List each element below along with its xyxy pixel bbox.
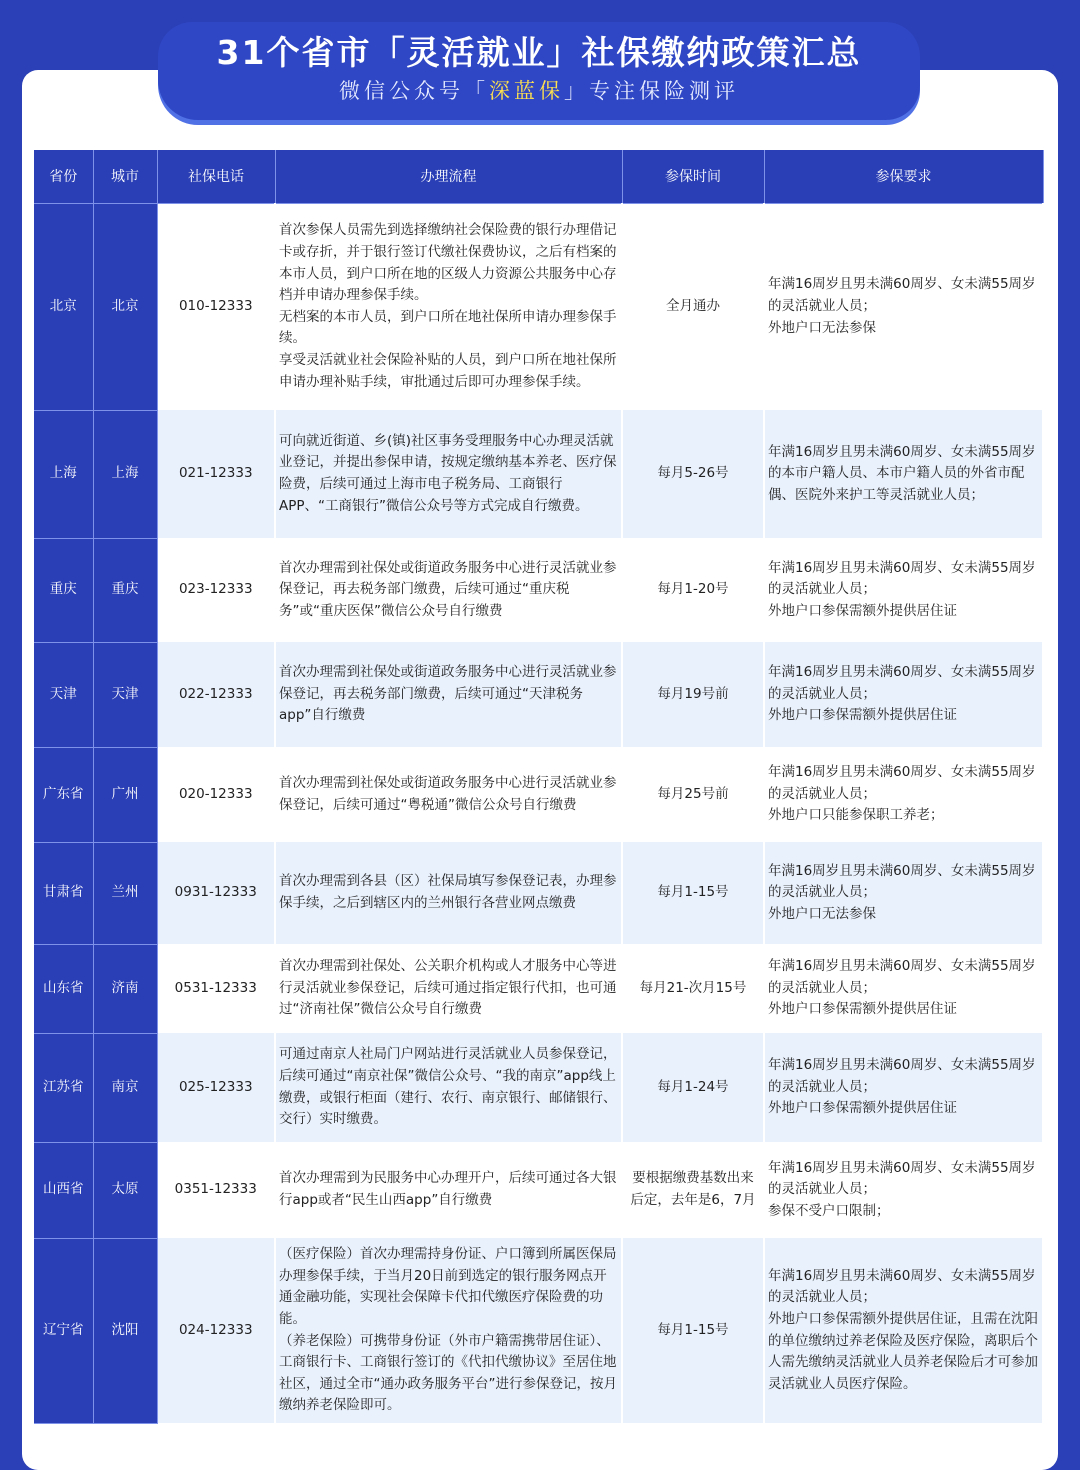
time-cell: 要根据缴费基数出来后定，去年是6，7月 [622,1142,764,1238]
city-cell: 兰州 [93,842,157,944]
subtitle-brand: 深蓝保 [489,79,564,103]
policy-table [34,150,1044,1424]
province-cell: 上海 [34,410,93,538]
requirements-cell: 年满16周岁且男未满60周岁、女未满55周岁的灵活就业人员； 外地户口无法参保 [764,203,1043,410]
process-cell: 可通过南京人社局门户网站进行灵活就业人员参保登记，后续可通过“南京社保”微信公众号、“我的南京”app线上缴费，或银行柜面（建行、农行、南京银行、邮储银行、交行）实时缴费。 [275,1033,622,1142]
page-title: 31个省市「灵活就业」社保缴纳政策汇总 [216,33,862,72]
time-cell: 每月1-15号 [622,842,764,944]
process-cell: 首次办理需到为民服务中心办理开户，后续可通过各大银行app或者“民生山西app”自行缴费 [275,1142,622,1238]
time-cell: 每月1-24号 [622,1033,764,1142]
city-cell: 广州 [93,747,157,842]
process-cell: 首次办理需到社保处或街道政务服务中心进行灵活就业参保登记，后续可通过“粤税通”微信公众号自行缴费 [275,747,622,842]
time-cell: 每月25号前 [622,747,764,842]
requirements-cell: 年满16周岁且男未满60周岁、女未满55周岁的灵活就业人员； 外地户口参保需额外提供居住证，且需在沈阳的单位缴纳过养老保险及医疗保险，离职后个人需先缴纳灵活就业人员养老保险后才可参加灵活就业人员医疗保险。 [764,1238,1043,1423]
province-cell: 山东省 [34,944,93,1033]
requirements-cell: 年满16周岁且男未满60周岁、女未满55周岁的灵活就业人员； 外地户口参保需额外提供居住证 [764,642,1043,747]
province-cell: 辽宁省 [34,1238,93,1423]
province-cell: 广东省 [34,747,93,842]
city-cell: 上海 [93,410,157,538]
phone-cell: 010-12333 [157,203,275,410]
subtitle-prefix: 微信公众号「 [339,79,489,103]
page-subtitle [158,76,920,106]
province-cell: 天津 [34,642,93,747]
title-banner [158,22,920,120]
phone-cell: 021-12333 [157,410,275,538]
table-row [34,1238,1043,1423]
phone-cell: 023-12333 [157,538,275,642]
requirements-cell: 年满16周岁且男未满60周岁、女未满55周岁的灵活就业人员； 参保不受户口限制； [764,1142,1043,1238]
city-cell: 沈阳 [93,1238,157,1423]
time-cell: 每月19号前 [622,642,764,747]
requirements-cell: 年满16周岁且男未满60周岁、女未满55周岁的灵活就业人员； 外地户口无法参保 [764,842,1043,944]
header-city: 城市 [93,150,157,203]
province-cell: 重庆 [34,538,93,642]
city-cell: 重庆 [93,538,157,642]
city-cell: 济南 [93,944,157,1033]
phone-cell: 0531-12333 [157,944,275,1033]
subtitle-suffix: 」专注保险测评 [564,79,739,103]
process-cell: 首次办理需到社保处或街道政务服务中心进行灵活就业参保登记，再去税务部门缴费，后续可通过“重庆税务”或“重庆医保”微信公众号自行缴费 [275,538,622,642]
header-process: 办理流程 [275,150,622,203]
table-row [34,1033,1043,1142]
time-cell: 全月通办 [622,203,764,410]
process-cell: 首次办理需到各县（区）社保局填写参保登记表，办理参保手续，之后到辖区内的兰州银行各营业网点缴费 [275,842,622,944]
table-row [34,642,1043,747]
province-cell: 江苏省 [34,1033,93,1142]
table-header-row [34,150,1043,203]
city-cell: 天津 [93,642,157,747]
province-cell: 北京 [34,203,93,410]
process-cell: 首次参保人员需先到选择缴纳社会保险费的银行办理借记卡或存折，并于银行签订代缴社保费协议，之后有档案的本市人员，到户口所在地的区级人力资源公共服务中心存档并申请办理参保手续。 无档案的本市人员，到户口所在地社保所申请办理参保手续。 享受灵活就业社会保险补贴的人员，到户口所在地社保所申请办理补贴手续，审批通过后即可办理参保手续。 [275,203,622,410]
header-province: 省份 [34,150,93,203]
city-cell: 太原 [93,1142,157,1238]
table-row [34,410,1043,538]
city-cell: 北京 [93,203,157,410]
phone-cell: 020-12333 [157,747,275,842]
time-cell: 每月5-26号 [622,410,764,538]
phone-cell: 0351-12333 [157,1142,275,1238]
phone-cell: 0931-12333 [157,842,275,944]
process-cell: 可向就近街道、乡(镇)社区事务受理服务中心办理灵活就业登记，并提出参保申请，按规定缴纳基本养老、医疗保险费，后续可通过上海市电子税务局、工商银行APP、“工商银行”微信公众号等方式完成自行缴费。 [275,410,622,538]
requirements-cell: 年满16周岁且男未满60周岁、女未满55周岁的灵活就业人员； 外地户口参保需额外提供居住证 [764,1033,1043,1142]
header-phone: 社保电话 [157,150,275,203]
requirements-cell: 年满16周岁且男未满60周岁、女未满55周岁的灵活就业人员； 外地户口参保需额外提供居住证 [764,538,1043,642]
table-row [34,944,1043,1033]
process-cell: 首次办理需到社保处或街道政务服务中心进行灵活就业参保登记，再去税务部门缴费，后续可通过“天津税务app”自行缴费 [275,642,622,747]
time-cell: 每月1-20号 [622,538,764,642]
table-row [34,538,1043,642]
table-row [34,1142,1043,1238]
requirements-cell: 年满16周岁且男未满60周岁、女未满55周岁的本市户籍人员、本市户籍人员的外省市配偶、医院外来护工等灵活就业人员； [764,410,1043,538]
phone-cell: 025-12333 [157,1033,275,1142]
table-row [34,842,1043,944]
requirements-cell: 年满16周岁且男未满60周岁、女未满55周岁的灵活就业人员； 外地户口只能参保职工养老； [764,747,1043,842]
table-row [34,203,1043,410]
requirements-cell: 年满16周岁且男未满60周岁、女未满55周岁的灵活就业人员； 外地户口参保需额外提供居住证 [764,944,1043,1033]
process-cell: 首次办理需到社保处、公关职介机构或人才服务中心等进行灵活就业参保登记，后续可通过指定银行代扣，也可通过“济南社保”微信公众号自行缴费 [275,944,622,1033]
header-requirements: 参保要求 [764,150,1043,203]
time-cell: 每月21-次月15号 [622,944,764,1033]
phone-cell: 024-12333 [157,1238,275,1423]
province-cell: 山西省 [34,1142,93,1238]
city-cell: 南京 [93,1033,157,1142]
table-row [34,747,1043,842]
province-cell: 甘肃省 [34,842,93,944]
process-cell: （医疗保险）首次办理需持身份证、户口簿到所属医保局办理参保手续，于当月20日前到选定的银行服务网点开通金融功能，实现社会保障卡代扣代缴医疗保险费的功能。 （养老保险）可携带身份证（外市户籍需携带居住证）、工商银行卡、工商银行签订的《代扣代缴协议》至居住地社区，通过全市“通办政务服务平台”进行参保登记，按月缴纳养老保险即可。 [275,1238,622,1423]
phone-cell: 022-12333 [157,642,275,747]
time-cell: 每月1-15号 [622,1238,764,1423]
header-time: 参保时间 [622,150,764,203]
